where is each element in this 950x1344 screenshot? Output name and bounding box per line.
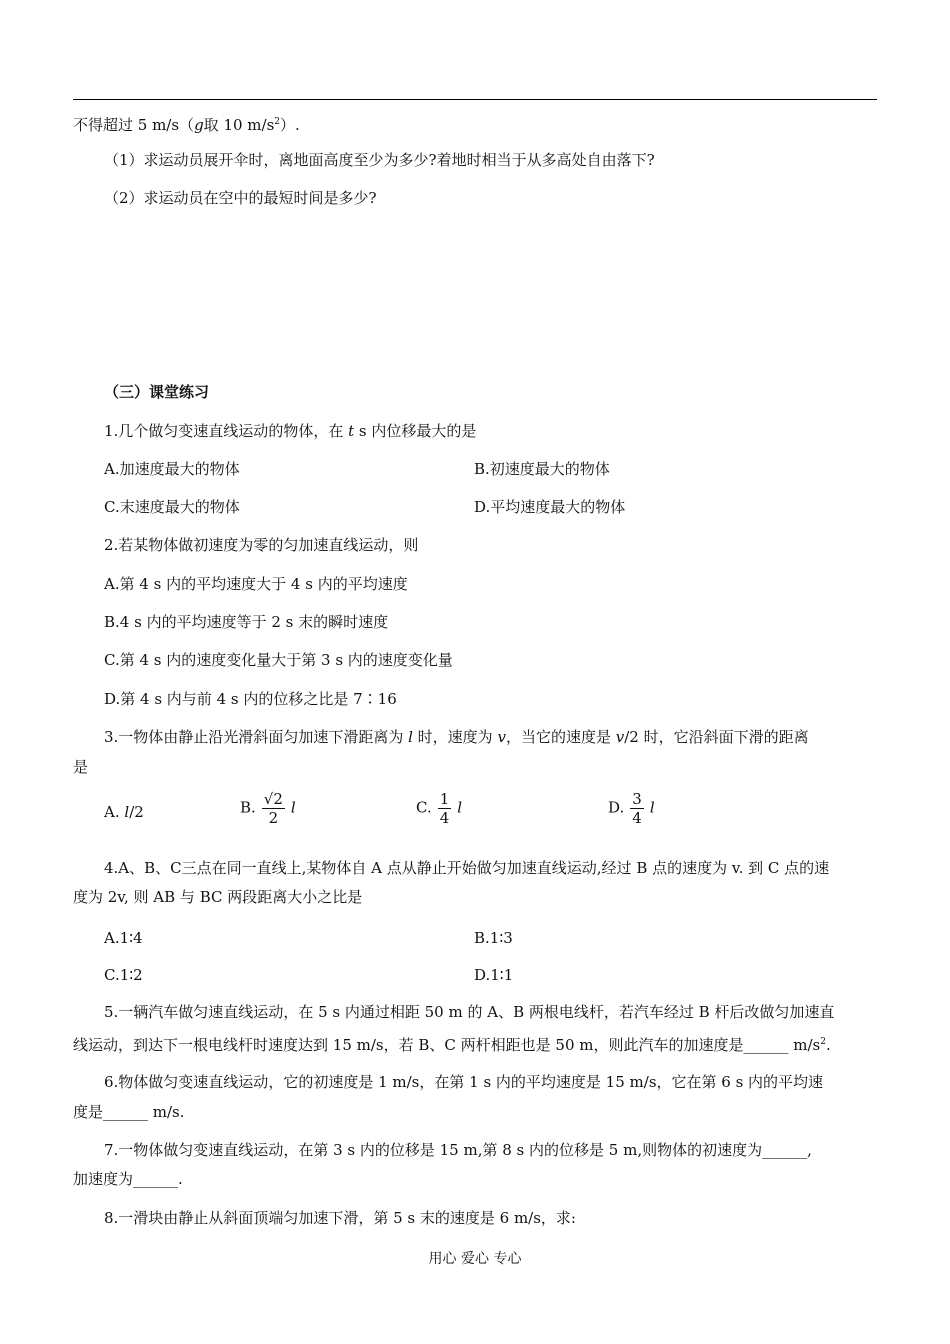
problem-4-option-c: C.1∶2 [104,966,143,984]
section-heading: （三）课堂练习 [104,383,210,401]
problem-3-option-d: D. $\frac{3}{4}$ l [608,790,655,827]
sub-question-1: （1）求运动员展开伞时，离地面高度至少为多少?着地时相当于从多高处自由落下? [104,151,655,169]
problem-4-option-b: B.1∶3 [474,929,513,947]
problem-1-option-b: B.初速度最大的物体 [474,460,610,478]
continuation-line: 不得超过 5 m/s（g取 10 $m/s^2$）. [73,116,300,134]
fraction-root2-over-2: $\frac{√2}{2}$ [263,790,283,827]
fraction-3-over-4: $\frac{3}{4}$ [632,790,642,827]
fraction-1-over-4: $\frac{1}{4}$ [439,790,450,827]
header-rule [73,99,877,100]
problem-3-stem: 3.一物体由静止沿光滑斜面匀加速下滑距离为 l 时，速度为 v，当它的速度是 v/2 时，它沿斜面下滑的距离 [104,728,809,746]
problem-8-stem: 8.一滑块由静止从斜面顶端匀加速下滑，第 5 s 末的速度是 6 m/s，求: [104,1209,576,1227]
problem-1-option-d: D.平均速度最大的物体 [474,498,626,516]
problem-4-option-d: D.1∶1 [474,966,514,984]
problem-3-option-c: C. $\frac{1}{4}$ l [416,790,463,827]
page-footer: 用心 爱心 专心 [428,1251,522,1267]
problem-3-option-b: B. $\frac{√2}{2}$ l [240,790,296,827]
problem-4-stem-cont: 度为 2v, 则 AB 与 BC 两段距离大小之比是 [73,888,363,906]
problem-1-option-a: A.加速度最大的物体 [104,460,240,478]
problem-2-option-c: C.第 4 s 内的速度变化量大于第 3 s 内的速度变化量 [104,651,453,669]
problem-6-stem: 6.物体做匀变速直线运动，它的初速度是 1 m/s，在第 1 s 内的平均速度是 15 m/s，它在第 6 s 内的平均速 [104,1073,824,1091]
problem-2-option-b: B.4 s 内的平均速度等于 2 s 末的瞬时速度 [104,613,389,631]
problem-2-stem: 2.若某物体做初速度为零的匀加速直线运动，则 [104,536,419,554]
problem-1-option-c: C.末速度最大的物体 [104,498,240,516]
problem-1-stem: 1.几个做匀变速直线运动的物体，在 t s 内位移最大的是 [104,422,477,440]
problem-7-stem: 7.一物体做匀变速直线运动，在第 3 s 内的位移是 15 m,第 8 s 内的位移是 5 m,则物体的初速度为______, [104,1141,812,1159]
problem-5-stem: 5.一辆汽车做匀速直线运动，在 5 s 内通过相距 50 m 的 A、B 两根电线杆，若汽车经过 B 杆后改做匀加速直 [104,1003,835,1021]
problem-2-option-a: A.第 4 s 内的平均速度大于 4 s 内的平均速度 [104,575,408,593]
problem-4-option-a: A.1∶4 [104,929,143,947]
problem-6-stem-cont: 度是______ m/s. [73,1103,185,1121]
problem-4-stem: 4.A、B、C三点在同一直线上,某物体自 A 点从静止开始做匀加速直线运动,经过 B 点的速度为 v. 到 C 点的速 [104,859,830,877]
problem-2-option-d: D.第 4 s 内与前 4 s 内的位移之比是 7∶16 [104,690,397,708]
problem-3-option-a: A. l/2 [104,803,144,821]
problem-5-stem-cont: 线运动，到达下一根电线杆时速度达到 15 m/s，若 B、C 两杆相距也是 50 m，则此汽车的加速度是______ $m/s^2$. [73,1036,831,1054]
sub-question-2: （2）求运动员在空中的最短时间是多少? [104,189,377,207]
problem-7-stem-cont: 加速度为______. [73,1170,183,1188]
problem-3-stem-cont: 是 [73,758,89,776]
